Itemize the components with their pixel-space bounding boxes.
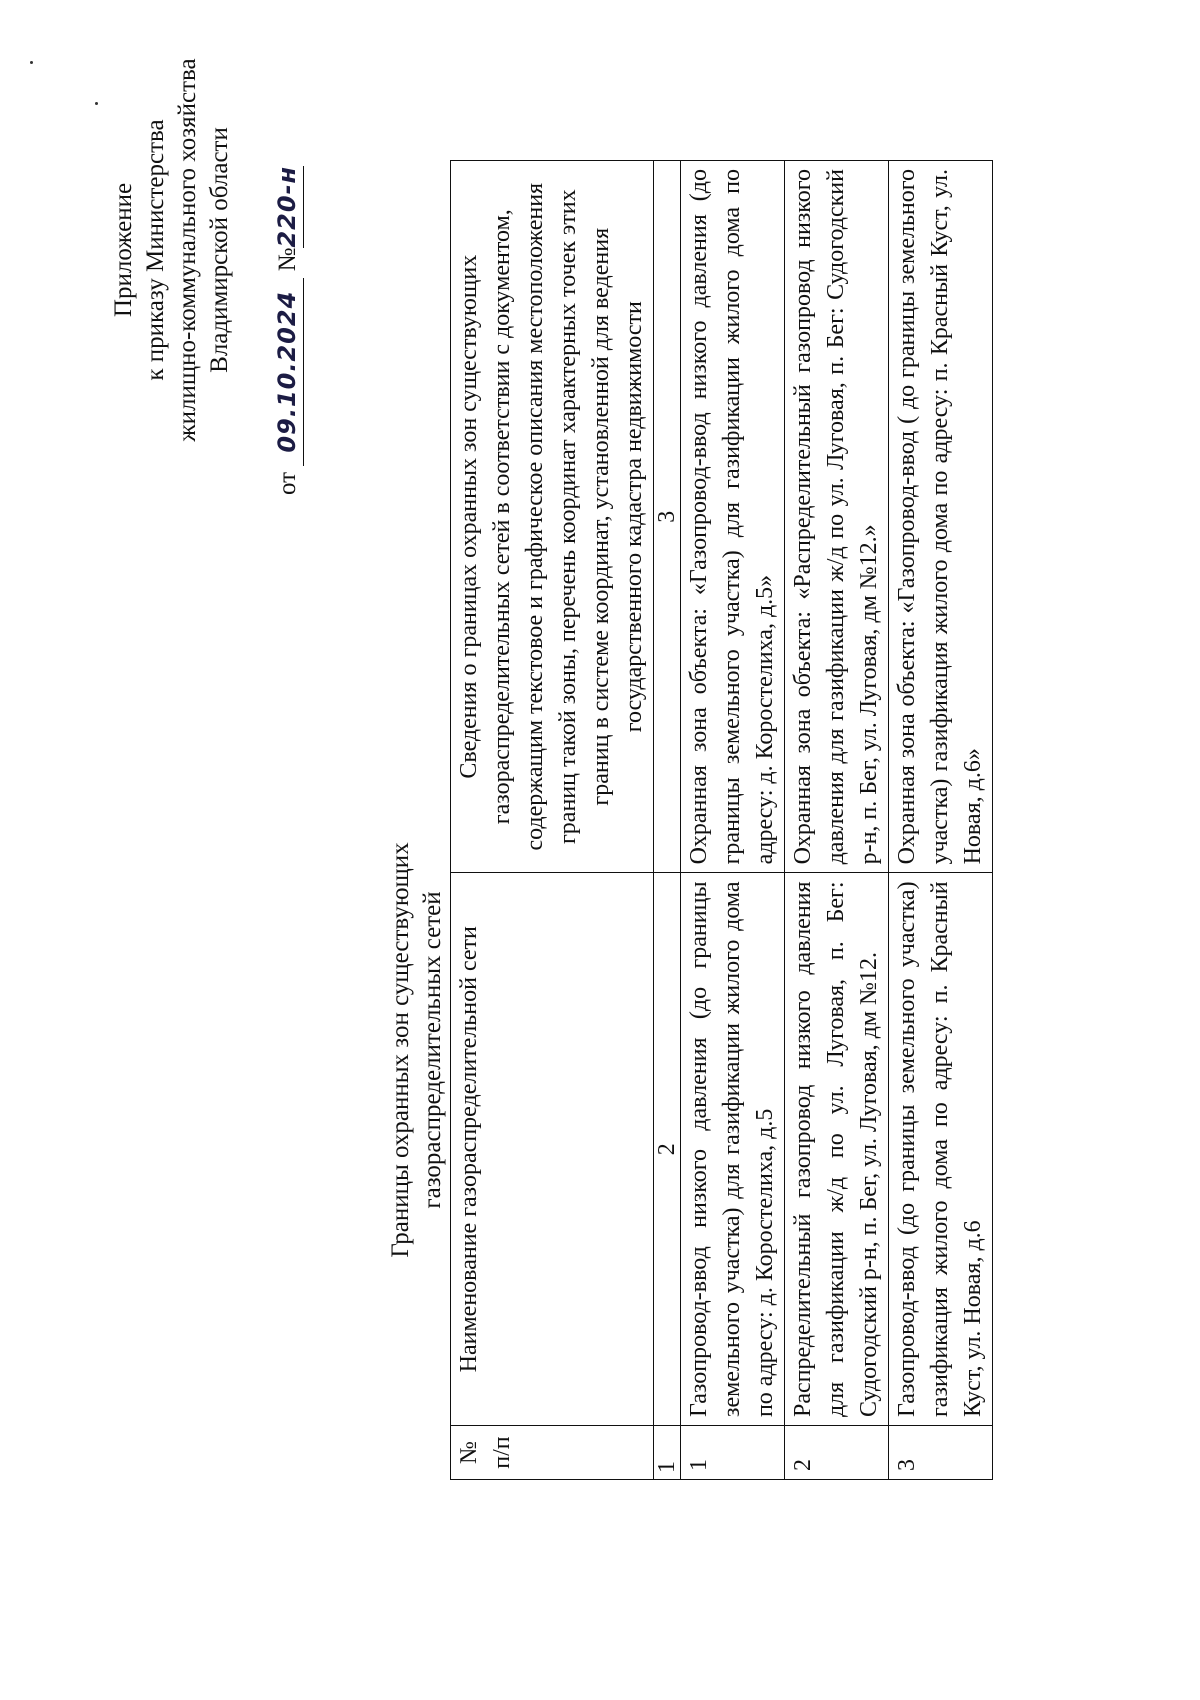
- network-name-cell: Распределительный газопровод низкого давления для газификации ж/д по ул. Луговая, п. Бег: Судогодский р-н, п. Бег, ул. Луговая, дм №12.: [785, 873, 889, 1426]
- order-number-field: [272, 166, 304, 248]
- header-cell-zone-info: Сведения о границах охранных зон существующих газораспределительных сетей в соответствии с документом, содержащим текстовое и графическое описания местоположения границ такой зоны, перечень координат характерных точек этих границ в системе координат, установленной для ведения государственного кадастра недвижимости: [451, 161, 654, 873]
- scan-artifact-dot: [95, 102, 98, 105]
- document-title: [385, 660, 449, 1440]
- row-number-cell: 1: [681, 1426, 785, 1480]
- column-number-cell: 3: [654, 161, 681, 873]
- column-numbering-row: [654, 161, 681, 1480]
- zone-info-cell: Охранная зона объекта: «Распределительный газопровод низкого давления для газификации ж/д по ул. Луговая, п. Бег: Судогодский р-н, п. Бег, ул. Луговая, дм №12.»: [785, 161, 889, 873]
- appendix-header-line: к приказу Министерства: [142, 119, 169, 381]
- order-number-handwritten: 220-н: [273, 165, 301, 248]
- row-number-cell: 2: [785, 1426, 889, 1480]
- document-title-line: газораспределительных сетей: [419, 891, 446, 1209]
- column-number-cell: 2: [654, 873, 681, 1426]
- scan-artifact-dot: [30, 61, 33, 64]
- column-number-cell: 1: [654, 1426, 681, 1480]
- appendix-header: [108, 40, 236, 460]
- document-title-line: Границы охранных зон существующих: [387, 842, 414, 1258]
- header-cell-number: № п/п: [451, 1426, 654, 1480]
- table-row: [889, 161, 993, 1480]
- order-date-field: [272, 278, 304, 466]
- zone-info-cell: Охранная зона объекта: «Газопровод-ввод ( до границы земельного участка) газификация жилого дома по адресу: п. Красный Куст, ул. Новая, д.6»: [889, 161, 993, 873]
- order-date-handwritten: 09.10.2024: [273, 290, 301, 453]
- protection-zones-table: [450, 160, 993, 1480]
- appendix-header-line: жилищно-коммунального хозяйства: [174, 58, 201, 442]
- header-cell-network-name: Наименование газораспределительной сети: [451, 873, 654, 1426]
- table-header-row: [451, 161, 654, 1480]
- number-sign: №: [274, 247, 301, 272]
- date-prefix: от: [274, 471, 301, 495]
- table-row: [785, 161, 889, 1480]
- zone-info-cell: Охранная зона объекта: «Газопровод-ввод низкого давления (до границы земельного участка) для газификации жилого дома по адресу: д. Коростелиха, д.5»: [681, 161, 785, 873]
- appendix-header-line: Приложение: [110, 182, 137, 318]
- network-name-cell: Газопровод-ввод низкого давления (до границы земельного участка) для газификации жилого дома по адресу: д. Коростелиха, д.5: [681, 873, 785, 1426]
- appendix-header-line: Владимирской области: [206, 127, 233, 373]
- row-number-cell: 3: [889, 1426, 993, 1480]
- table-row: [681, 161, 785, 1480]
- order-date-number: [272, 25, 304, 495]
- network-name-cell: Газопровод-ввод (до границы земельного участка) газификация жилого дома по адресу: п. Красный Куст, ул. Новая, д.6: [889, 873, 993, 1426]
